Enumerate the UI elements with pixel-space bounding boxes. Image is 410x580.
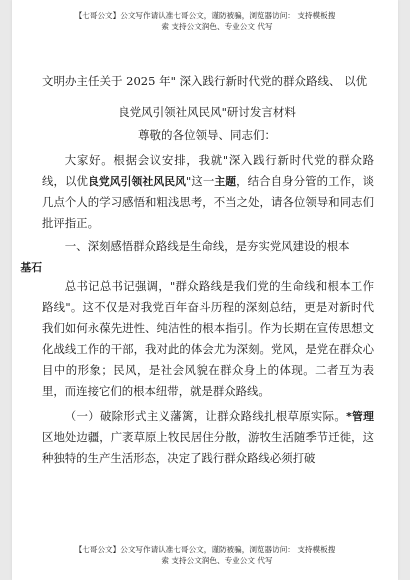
paragraph-subsection-1 [42, 406, 374, 469]
footer-banner-line2: 索 支持公文润色、专业公文 代写 [161, 556, 273, 565]
footer-watermark-banner [12, 544, 398, 566]
section-heading-bold: 基石 [20, 261, 42, 274]
paragraph-intro [42, 150, 374, 234]
paragraph-body-1: 总书记总书记强调，"群众路线是我们党的生命线和根本工作路线"。这不仅是对我党百年奋斗历程的深刻总结，更是对新时代我们如何永葆先进性、纯洁性的根本指引。作为长期在宣传思想文化战线工作的干部，我对此的体会尤为深刻。党风，是党在群众心目中的形象；民风，是社会风貌在群众身上的体现。二者互为表里，而连接它们的根本纽带，就是群众路线。 [42, 279, 374, 398]
subsection-text-a: （一）破除形式主义藩篱，让群众路线扎根草原实际。 [64, 409, 347, 423]
section-heading-1 [20, 236, 374, 278]
header-watermark-banner [12, 10, 398, 32]
footer-banner-line1: 【七哥公文】公文写作请认准七哥公文，谨防被骗，浏览器访问： 支持模板搜 [74, 545, 336, 554]
intro-bold-topic: 主题 [214, 175, 237, 188]
header-banner-line2: 索 支持公文润色、专业公文 代写 [161, 22, 273, 31]
document-page [12, 0, 398, 580]
intro-bold-phrase: 良党风引领社风民风 [87, 175, 187, 188]
document-title-line1: 文明办主任关于 2025 年" 深入践行新时代党的群众路线、 以优 [42, 74, 368, 88]
subsection-text-c: 区地处边疆，广袤草原上牧民居住分散，游牧生活随季节迁徙，这种独特的生产生活形态，决定了践行群众路线必须打破 [42, 430, 374, 465]
subsection-bold: *管理 [346, 410, 374, 423]
intro-text-a: 大家好。根据会议安排，我就"深入践行新时代党的群众路线，以优 [42, 153, 374, 188]
salutation: 尊敬的各位领导、同志们： [138, 128, 276, 142]
intro-text-e: ，结合自身分管的工作，谈几点个人的学习感悟和粗浅思考，不当之处，请各位领导和同志们批评指正。 [42, 174, 374, 230]
intro-text-c: "这一 [186, 174, 215, 188]
header-banner-line1: 【七哥公文】公文写作请认准七哥公文，谨防被骗，浏览器访问： 支持模板搜 [74, 11, 336, 20]
section-heading-text: 一、深刻感悟群众路线是生命线，是夯实党风建设的根本 [64, 239, 350, 253]
document-title-line2: 良党风引领社风民风"研讨发言材料 [118, 105, 296, 119]
